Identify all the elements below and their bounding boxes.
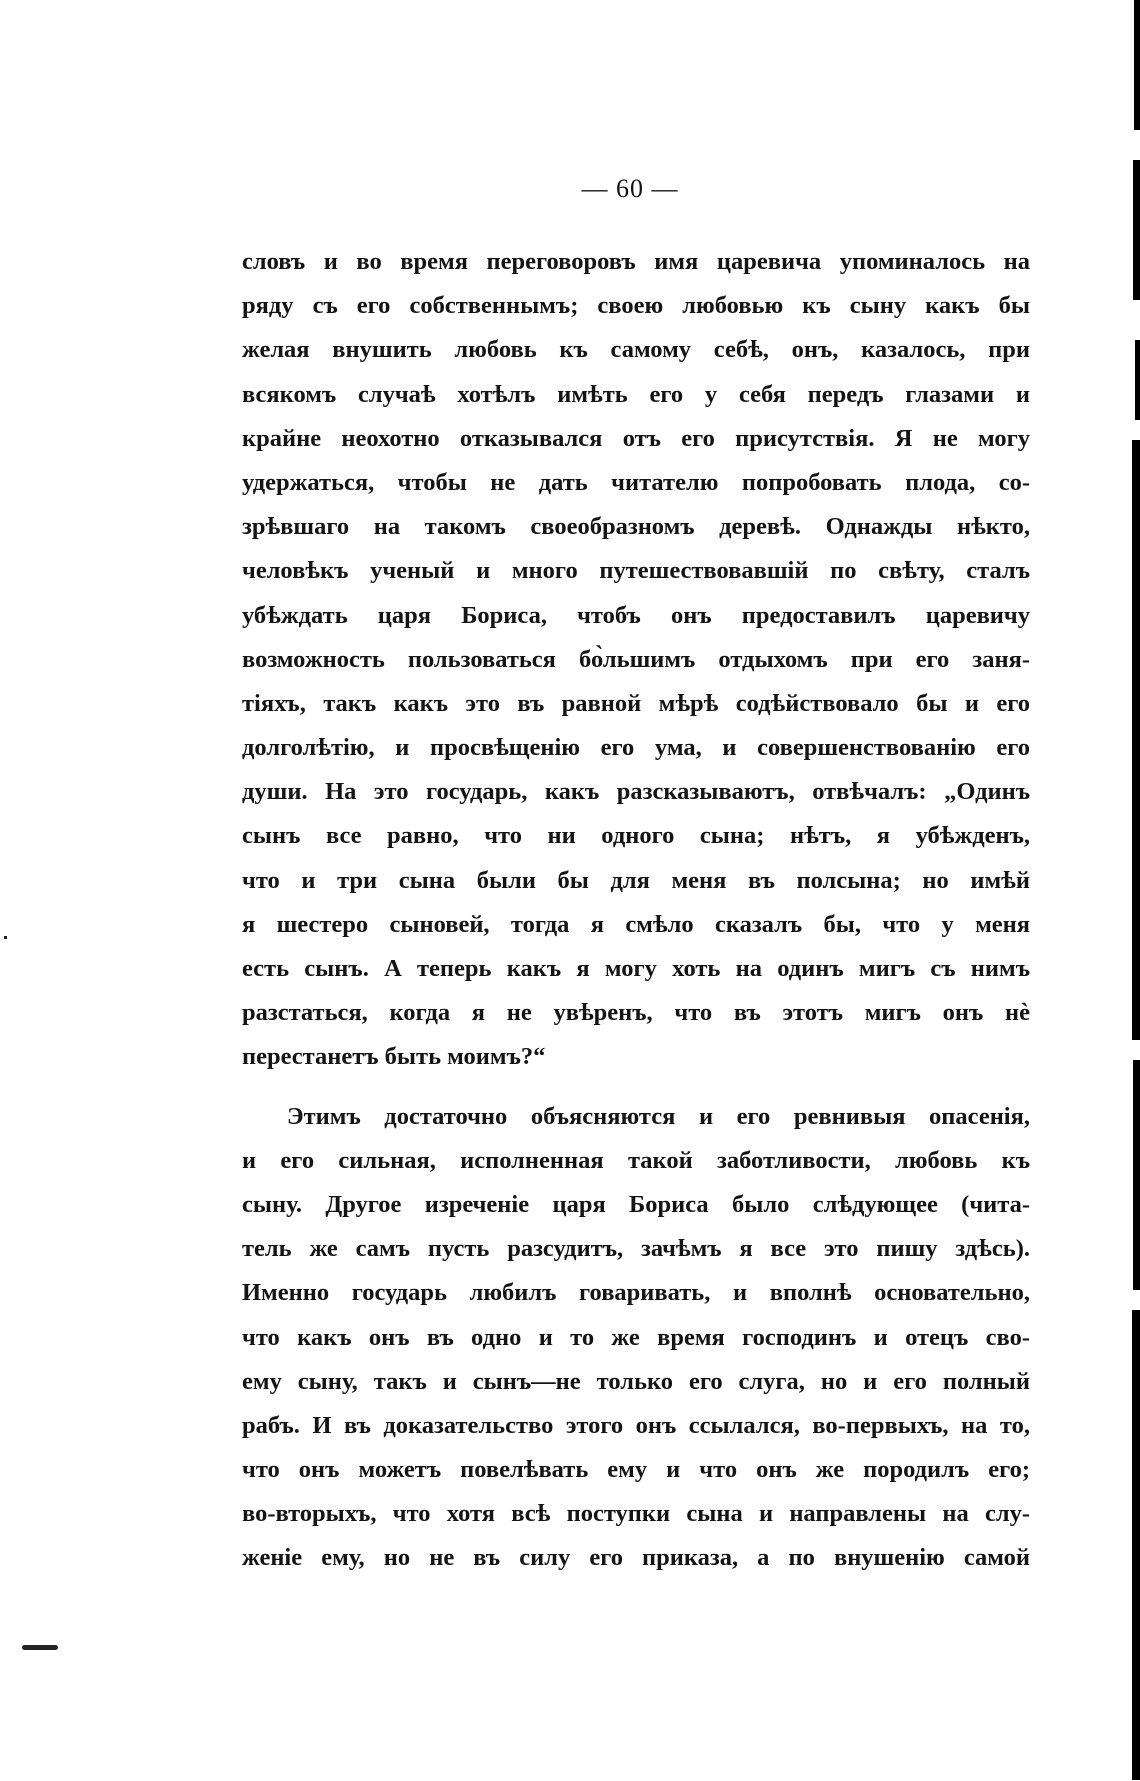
page-number: — 60 — (581, 174, 679, 203)
text-line: Этимъ достаточно объясняются и его ревнивыя опасенія, (287, 1102, 1030, 1130)
text-line: есть сынъ. А теперь какъ я могу хоть на одинъ мигъ съ нимъ (242, 955, 1030, 982)
text-line: Именно государь любилъ говаривать, и вполнѣ основательно, (242, 1279, 1030, 1307)
scan-edge-artifact (1134, 0, 1140, 130)
text-line: возможность пользоваться бо̀льшимъ отдыхомъ при его заня- (242, 645, 1030, 673)
text-line: и его сильная, исполненная такой заботливости, любовь къ (242, 1146, 1030, 1174)
text-line: ему сыну, такъ и сынъ—не только его слуга, но и его полный (242, 1367, 1030, 1395)
scan-edge-artifact (1133, 1060, 1140, 1290)
scan-margin-mark (4, 936, 7, 939)
text-line: человѣкъ ученый и много путешествовавшій по свѣту, сталъ (242, 557, 1030, 585)
text-line: рабъ. И въ доказательство этого онъ ссылался, во-первыхъ, на то, (242, 1411, 1030, 1439)
text-line: души. На это государь, какъ разсказываютъ, отвѣчалъ: „Одинъ (242, 778, 1030, 806)
text-line: крайне неохотно отказывался отъ его присутствія. Я не могу (242, 424, 1030, 452)
text-line: ряду съ его собственнымъ; своею любовью къ сыну какъ бы (242, 292, 1030, 320)
text-line: перестанетъ быть моимъ?“ (242, 1043, 546, 1071)
text-line: что и три сына были бы для меня въ полсына; но имѣй (242, 866, 1030, 894)
text-line: тіяхъ, такъ какъ это въ равной мѣрѣ содѣйствовало бы и его (242, 689, 1030, 717)
body-text (242, 240, 1030, 1581)
text-line: долголѣтію, и просвѣщенію его ума, и совершенствованію его (242, 734, 1030, 762)
scan-margin-mark (22, 1645, 58, 1650)
scan-edge-artifact (1133, 160, 1140, 300)
text-line: что какъ онъ въ одно и то же время господинъ и отецъ сво- (242, 1323, 1030, 1351)
text-line: женіе ему, но не въ силу его приказа, а по внушенію самой (242, 1544, 1030, 1572)
text-line: что онъ можетъ повелѣвать ему и что онъ же породилъ его; (242, 1456, 1030, 1484)
text-line: я шестеро сыновей, тогда я смѣло сказалъ бы, что у меня (242, 910, 1030, 938)
text-line: тель же самъ пусть разсудитъ, зачѣмъ я все это пишу здѣсь). (242, 1235, 1030, 1263)
text-line: убѣждать царя Бориса, чтобъ онъ предоставилъ царевичу (242, 601, 1030, 629)
scan-edge-artifact (1132, 1310, 1140, 1780)
text-line: сыну. Другое изреченіе царя Бориса было слѣдующее (чита- (242, 1190, 1030, 1218)
text-line: сынъ все равно, что ни одного сына; нѣтъ, я убѣжденъ, (242, 822, 1030, 850)
scan-edge-artifact (1135, 340, 1140, 420)
text-line: во-вторыхъ, что хотя всѣ поступки сына и направлены на слу- (242, 1500, 1030, 1528)
paragraph-1 (242, 240, 1030, 1080)
text-line: желая внушить любовь къ самому себѣ, онъ, казалось, при (242, 336, 1030, 364)
scan-edge-artifact (1132, 440, 1140, 1040)
text-line: словъ и во время переговоровъ имя царевича упоминалось на (242, 248, 1030, 275)
text-line: всякомъ случаѣ хотѣлъ имѣть его у себя передъ глазами и (242, 380, 1030, 408)
text-line: удержаться, чтобы не дать читателю попробовать плода, со- (242, 468, 1030, 496)
text-line: разстаться, когда я не увѣренъ, что въ этотъ мигъ онъ нѐ (242, 999, 1030, 1027)
paragraph-spacer (242, 1080, 1030, 1095)
paragraph-2 (242, 1095, 1030, 1581)
text-line: зрѣвшаго на такомъ своеобразномъ деревѣ. Однажды нѣкто, (242, 513, 1030, 541)
